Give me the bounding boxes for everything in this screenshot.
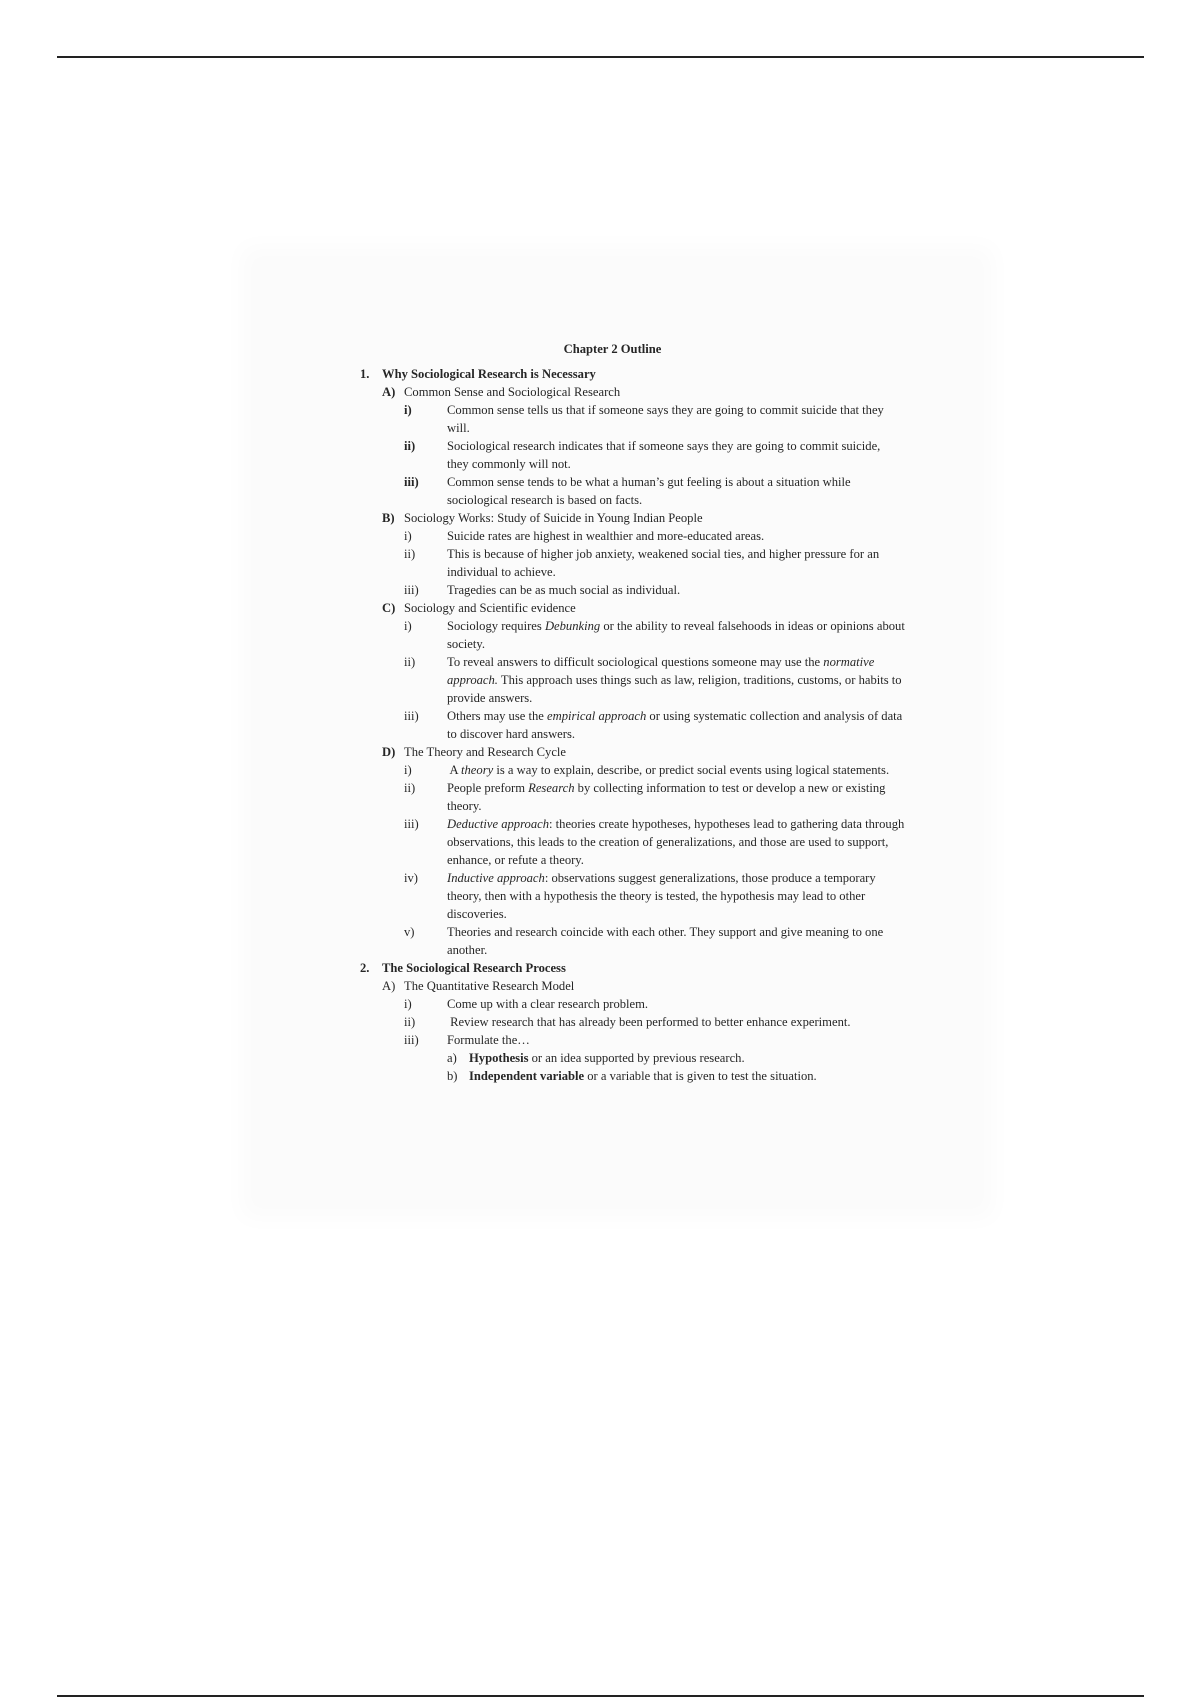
item-numeral: iii) [404, 583, 419, 597]
item-numeral: i) [404, 619, 412, 633]
subsection-letter: C) [382, 601, 396, 615]
subsection-title: The Quantitative Research Model [404, 979, 575, 993]
subsection-heading [382, 977, 905, 995]
subitem-letter: a) [447, 1051, 457, 1065]
item-text: Common sense tends to be what a human’s gut feeling is about a situation while sociological research is based on facts. [447, 475, 851, 507]
outline-item [404, 761, 905, 779]
outline-subitem [447, 1049, 905, 1067]
subsection-heading [382, 743, 905, 761]
item-numeral: v) [404, 925, 415, 939]
section-number: 2. [360, 961, 370, 975]
item-numeral: ii) [404, 439, 416, 453]
item-term: empirical approach [547, 709, 647, 723]
item-numeral: i) [404, 403, 412, 417]
item-text-part: is a way to explain, describe, or predict social events using logical statements. [493, 763, 890, 777]
subitem-definition: or a variable that is given to test the situation. [584, 1069, 817, 1083]
item-numeral: i) [404, 763, 412, 777]
item-text-part: Sociology requires [447, 619, 545, 633]
item-text-part: by collecting information to test or develop a new or existing theory. [447, 781, 886, 813]
item-text [447, 617, 905, 653]
item-text-part: This approach uses things such as law, religion, traditions, customs, or habits to provide answers. [447, 673, 902, 705]
subsection-letter: A) [382, 385, 396, 399]
item-text: Come up with a clear research problem. [447, 997, 649, 1011]
item-text [447, 779, 905, 815]
item-text: Theories and research coincide with each other. They support and give meaning to one another. [447, 925, 884, 957]
item-text: Suicide rates are highest in wealthier and more-educated areas. [447, 529, 765, 543]
subsection-heading [382, 383, 905, 401]
item-term: Debunking [544, 619, 601, 633]
item-text [447, 761, 905, 779]
item-text-part: : observations suggest generalizations, those produce a temporary theory, then with a hypothesis the theory is tested, the hypothesis may lead to other discoveries. [447, 871, 876, 921]
item-term: theory [461, 763, 494, 777]
outline-item [404, 1013, 905, 1031]
item-term: Inductive approach [447, 871, 545, 885]
item-text: Sociological research indicates that if someone says they are going to commit suicide, they commonly will not. [447, 439, 881, 471]
subitem-term: Independent variable [469, 1069, 585, 1083]
item-text-part: To reveal answers to difficult sociological questions someone may use the [447, 655, 824, 669]
item-numeral: i) [404, 529, 412, 543]
item-numeral: iii) [404, 1033, 419, 1047]
subsection-letter: B) [382, 511, 395, 525]
item-text [447, 653, 905, 707]
outline-item [404, 779, 905, 815]
subsection-letter: D) [382, 745, 396, 759]
subsection-letter: A) [382, 979, 396, 993]
subitem-term: Hypothesis [469, 1051, 529, 1065]
item-term: normative approach. [447, 655, 875, 687]
item-text-part: Others may use the [447, 709, 548, 723]
item-numeral: iii) [404, 817, 419, 831]
outline-item [404, 1031, 905, 1049]
item-numeral: iv) [404, 871, 418, 885]
subsection-title: Common Sense and Sociological Research [404, 385, 621, 399]
outline-item [404, 815, 905, 869]
outline-item [404, 617, 905, 653]
outline-item [404, 923, 905, 959]
subsection-title: The Theory and Research Cycle [404, 745, 567, 759]
item-text-part: : theories create hypotheses, hypotheses lead to gathering data through observations, this leads to the creation of generalizations, and those are used to support, enhance, or refute a theory. [447, 817, 905, 867]
item-text [447, 815, 905, 869]
outline-item [404, 581, 905, 599]
item-text-part: or using systematic collection and analysis of data to discover hard answers. [447, 709, 903, 741]
item-text: This is because of higher job anxiety, weakened social ties, and higher pressure for an individual to achieve. [447, 547, 880, 579]
item-text-part: or the ability to reveal falsehoods in ideas or opinions about society. [447, 619, 905, 651]
subitem-text [469, 1067, 817, 1085]
outline-item [404, 545, 905, 581]
subitem-letter: b) [447, 1069, 458, 1083]
section-title: Why Sociological Research is Necessary [382, 367, 596, 381]
item-numeral: i) [404, 997, 412, 1011]
outline-item [404, 869, 905, 923]
subsection-title: Sociology Works: Study of Suicide in Young Indian People [404, 511, 703, 525]
item-text: Review research that has already been performed to better enhance experiment. [447, 1015, 851, 1029]
outline-item [404, 473, 905, 509]
section-title: The Sociological Research Process [382, 961, 566, 975]
item-text: Common sense tells us that if someone says they are going to commit suicide that they will. [447, 403, 884, 435]
item-term: Deductive approach [447, 817, 549, 831]
item-numeral: ii) [404, 547, 416, 561]
item-numeral: ii) [404, 781, 416, 795]
item-numeral: iii) [404, 709, 419, 723]
document-content [360, 340, 905, 1085]
outline-item [404, 401, 905, 437]
outline-item [404, 653, 905, 707]
item-text-part: People preform [447, 781, 529, 795]
section-heading [360, 365, 905, 383]
outline-item [404, 437, 905, 473]
outline-item [404, 527, 905, 545]
section-number: 1. [360, 367, 370, 381]
item-numeral: iii) [404, 475, 419, 489]
subsection-heading [382, 599, 905, 617]
subsection-heading [382, 509, 905, 527]
outline-item [404, 995, 905, 1013]
subsection-title: Sociology and Scientific evidence [404, 601, 576, 615]
item-text: Formulate the… [447, 1033, 530, 1047]
subitem-text [469, 1049, 745, 1067]
bottom-rule [57, 1695, 1144, 1697]
item-text [447, 707, 905, 743]
item-term: Research [528, 781, 575, 795]
item-numeral: ii) [404, 655, 416, 669]
document-title: Chapter 2 Outline [563, 342, 662, 356]
item-numeral: ii) [404, 1015, 416, 1029]
item-text-part: A [447, 763, 462, 777]
outline-subitem [447, 1067, 905, 1085]
subitem-definition: or an idea supported by previous research. [528, 1051, 745, 1065]
item-text: Tragedies can be as much social as individual. [447, 583, 681, 597]
top-rule [57, 56, 1144, 58]
item-text [447, 869, 905, 923]
section-heading [360, 959, 905, 977]
outline-item [404, 707, 905, 743]
